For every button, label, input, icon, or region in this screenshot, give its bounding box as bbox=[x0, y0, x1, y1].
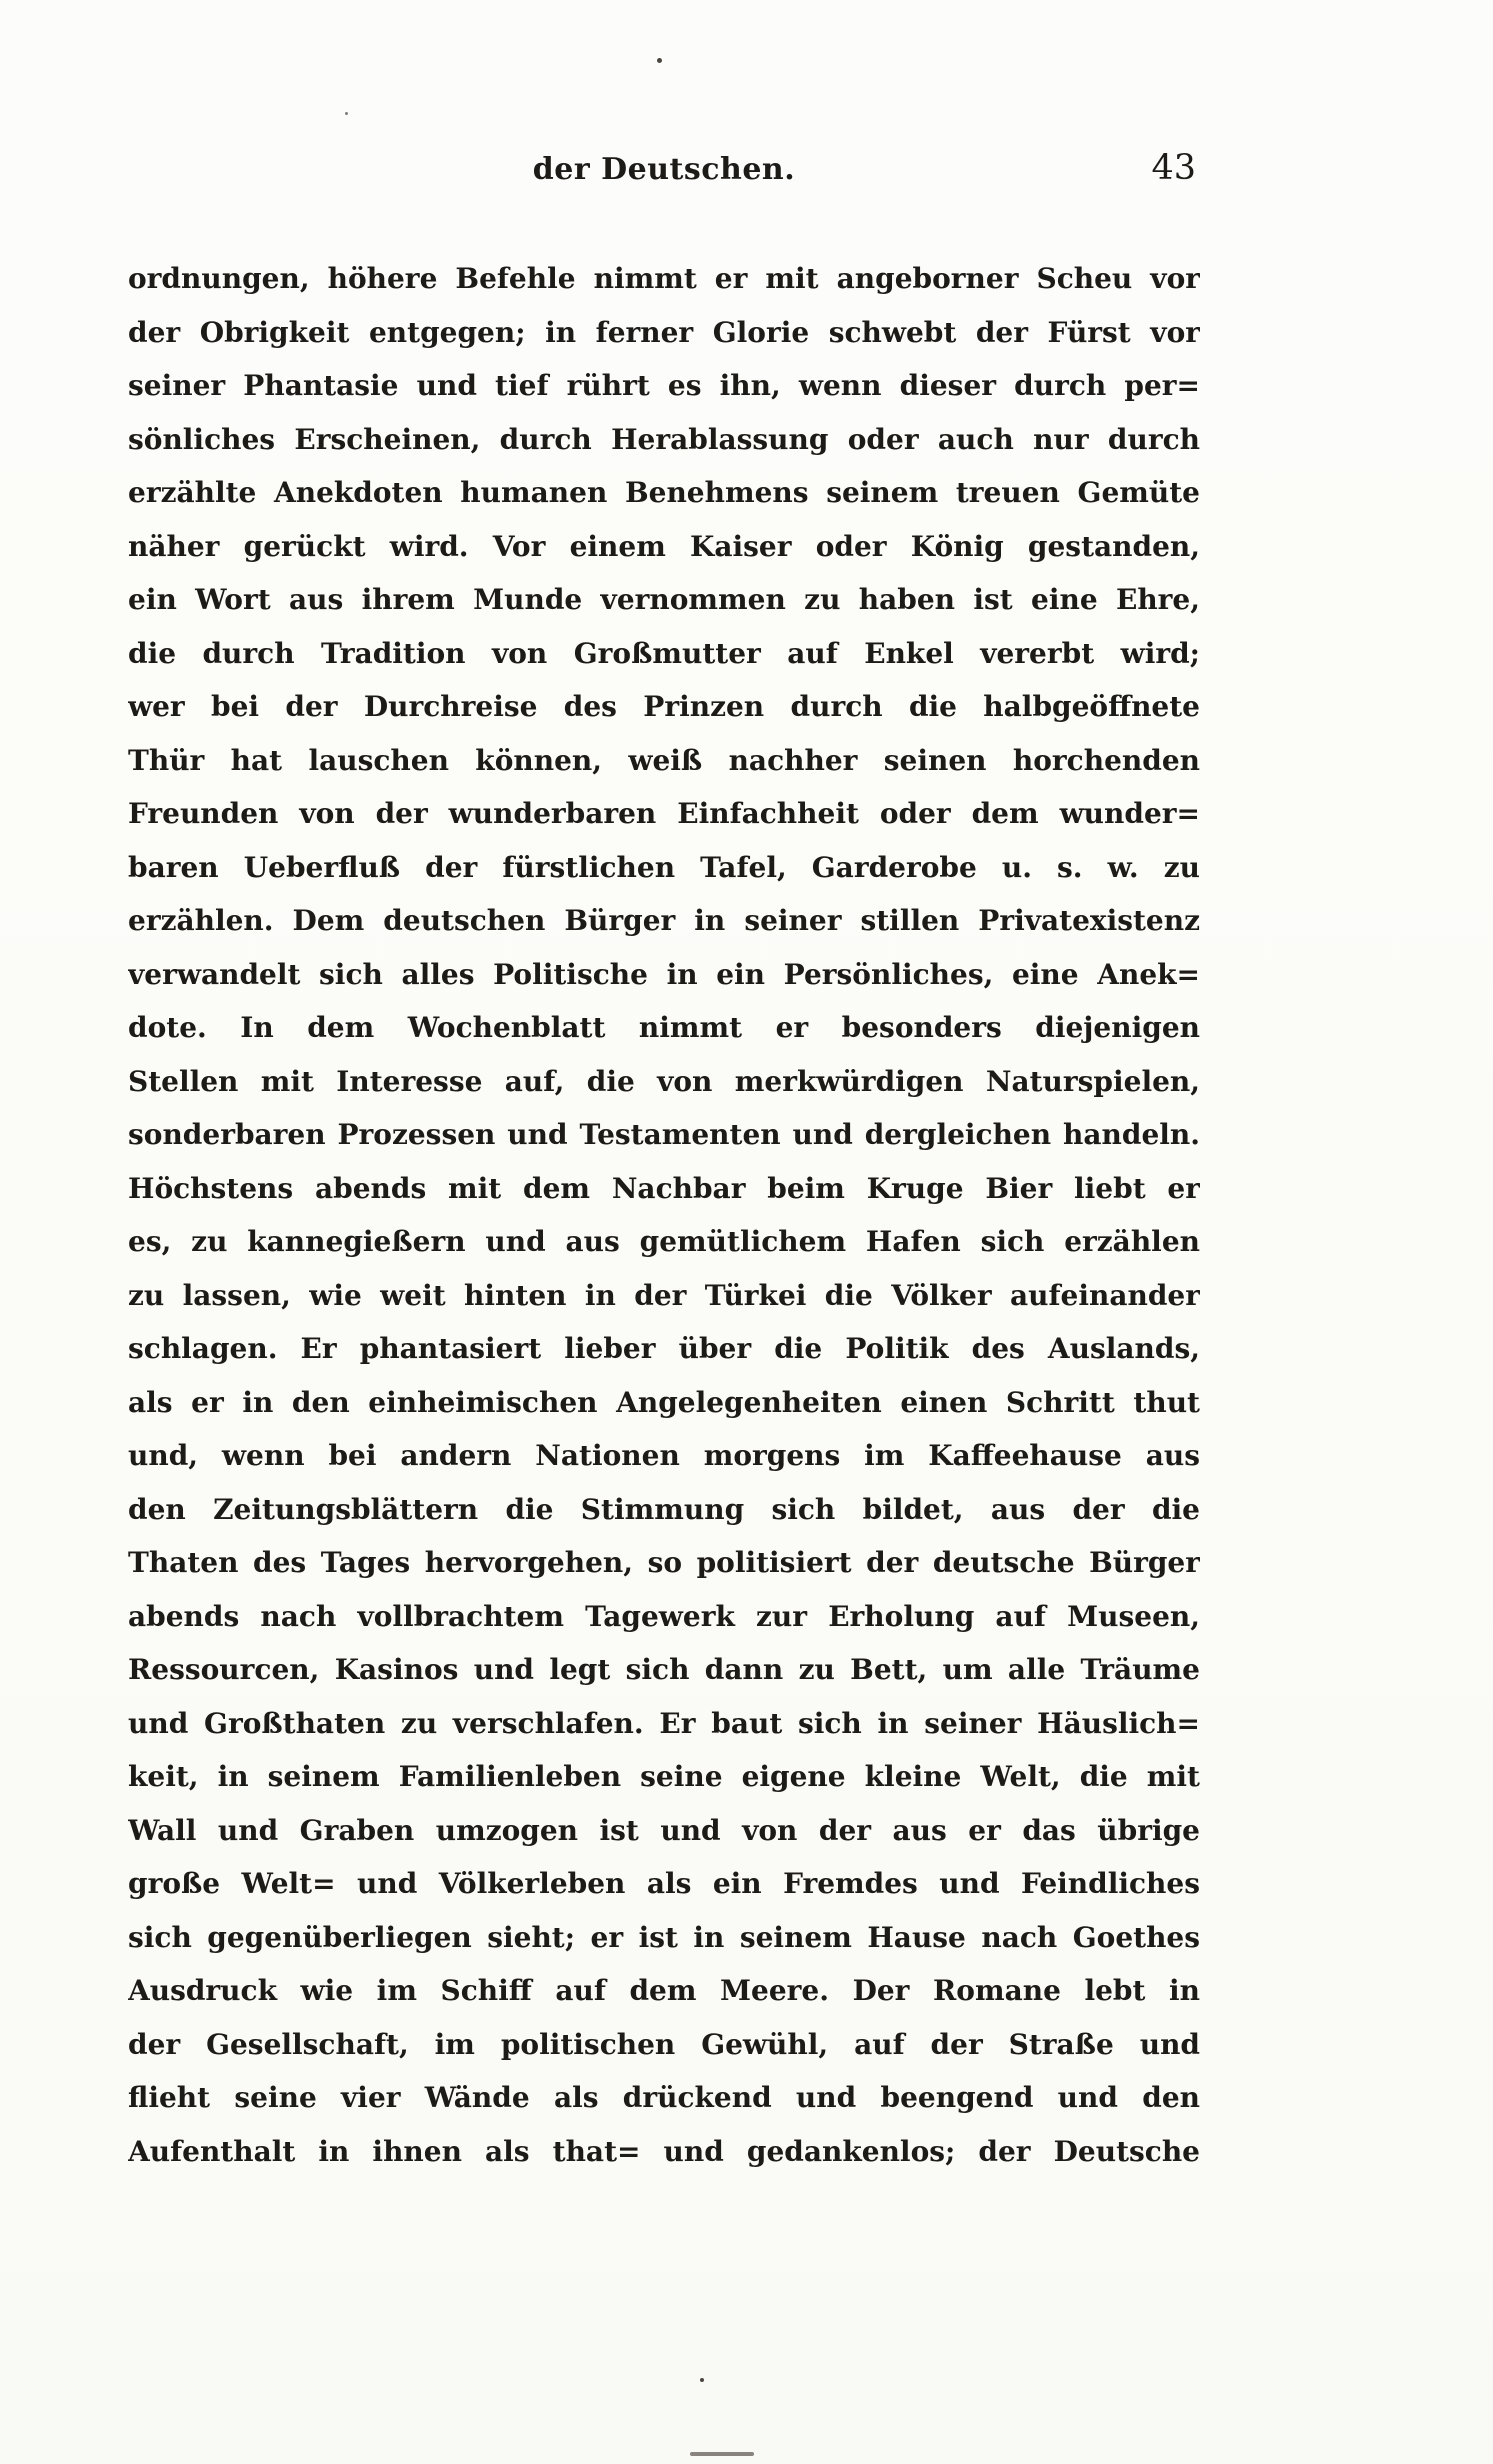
text-line: ordnungen, höhere Befehle nimmt er mit angeborner Scheu vor bbox=[128, 262, 1200, 295]
text-line: die durch Tradition von Großmutter auf Enkel vererbt wird; bbox=[128, 636, 1200, 670]
text-line: der Obrigkeit entgegen; in ferner Glorie schwebt der Fürst vor bbox=[128, 315, 1200, 349]
text-line: Stellen mit Interesse auf, die von merkwürdigen Naturspielen, bbox=[128, 1064, 1200, 1098]
text-line: flieht seine vier Wände als drückend und beengend und den bbox=[128, 2081, 1200, 2114]
text-line: den Zeitungsblättern die Stimmung sich bildet, aus der die bbox=[128, 1492, 1200, 1526]
text-line: erzählen. Dem deutschen Bürger in seiner stillen Privatexistenz bbox=[128, 904, 1200, 937]
text-line: Aufenthalt in ihnen als that= und gedankenlos; der Deutsche bbox=[128, 2134, 1200, 2168]
scan-edge-artifact bbox=[690, 2452, 754, 2456]
text-line: sonderbaren Prozessen und Testamenten und dergleichen handeln. bbox=[128, 1118, 1200, 1151]
text-line: wer bei der Durchreise des Prinzen durch die halbgeöffnete bbox=[128, 690, 1200, 723]
running-title: der Deutschen. bbox=[532, 152, 796, 187]
scan-speck bbox=[345, 112, 348, 115]
text-line: dote. In dem Wochenblatt nimmt er besonders diejenigen bbox=[128, 1011, 1200, 1044]
text-line: Ressourcen, Kasinos und legt sich dann zu Bett, um alle Träume bbox=[128, 1653, 1200, 1686]
text-line: verwandelt sich alles Politische in ein Persönliches, eine Anek= bbox=[128, 957, 1200, 991]
text-line: sich gegenüberliegen sieht; er ist in seinem Hause nach Goethes bbox=[128, 1920, 1200, 1954]
text-line: näher gerückt wird. Vor einem Kaiser oder König gestanden, bbox=[128, 529, 1200, 563]
text-line: große Welt= und Völkerleben als ein Fremdes und Feindliches bbox=[128, 1867, 1200, 1900]
text-line: seiner Phantasie und tief rührt es ihn, wenn dieser durch per= bbox=[128, 369, 1200, 402]
body-text bbox=[128, 252, 1200, 2178]
scan-speck bbox=[700, 2378, 704, 2382]
scan-speck bbox=[657, 58, 662, 63]
text-line: Freunden von der wunderbaren Einfachheit oder dem wunder= bbox=[128, 797, 1200, 830]
page-header bbox=[128, 148, 1200, 202]
text-line: als er in den einheimischen Angelegenheiten einen Schritt thut bbox=[128, 1385, 1200, 1419]
text-line: sönliches Erscheinen, durch Herablassung oder auch nur durch bbox=[128, 422, 1200, 456]
text-line: zu lassen, wie weit hinten in der Türkei die Völker aufeinander bbox=[128, 1278, 1200, 1312]
page-number: 43 bbox=[1151, 148, 1196, 188]
text-line: erzählte Anekdoten humanen Benehmens seinem treuen Gemüte bbox=[128, 476, 1200, 509]
text-line: ein Wort aus ihrem Munde vernommen zu haben ist eine Ehre, bbox=[128, 583, 1200, 616]
text-line: Wall und Graben umzogen ist und von der aus er das übrige bbox=[128, 1813, 1200, 1847]
text-line: abends nach vollbrachtem Tagewerk zur Erholung auf Museen, bbox=[128, 1599, 1200, 1633]
text-line: und Großthaten zu verschlafen. Er baut sich in seiner Häuslich= bbox=[128, 1706, 1200, 1740]
text-line: Ausdruck wie im Schiff auf dem Meere. Der Romane lebt in bbox=[128, 1974, 1200, 2007]
text-line: es, zu kannegießern und aus gemütlichem Hafen sich erzählen bbox=[128, 1225, 1200, 1258]
text-line: schlagen. Er phantasiert lieber über die Politik des Auslands, bbox=[128, 1332, 1200, 1365]
text-line: und, wenn bei andern Nationen morgens im Kaffeehause aus bbox=[128, 1439, 1200, 1472]
text-line: Thür hat lauschen können, weiß nachher seinen horchenden bbox=[128, 743, 1200, 777]
text-line: der Gesellschaft, im politischen Gewühl, auf der Straße und bbox=[128, 2027, 1200, 2061]
text-line: baren Ueberfluß der fürstlichen Tafel, Garderobe u. s. w. zu bbox=[128, 850, 1200, 884]
text-line: Höchstens abends mit dem Nachbar beim Kruge Bier liebt er bbox=[128, 1171, 1200, 1205]
text-line: Thaten des Tages hervorgehen, so politisiert der deutsche Bürger bbox=[128, 1546, 1200, 1579]
text-line: keit, in seinem Familienleben seine eigene kleine Welt, die mit bbox=[128, 1760, 1200, 1793]
